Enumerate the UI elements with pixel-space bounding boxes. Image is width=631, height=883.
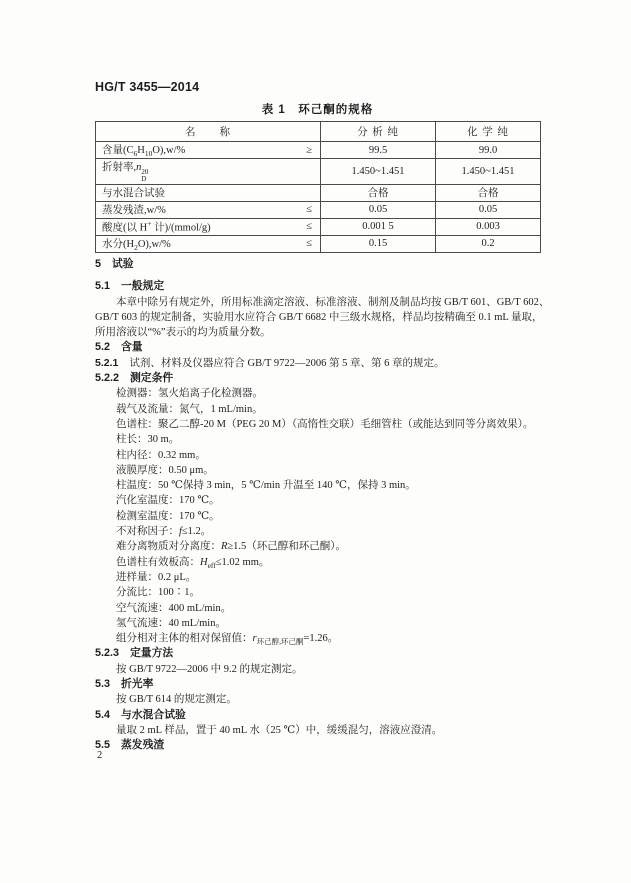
section-heading <box>95 677 555 692</box>
body-line: 分流比：100∶1。 <box>116 587 200 599</box>
body-line: 液膜厚度：0.50 μm。 <box>116 464 214 476</box>
clause-text: 含量 <box>121 341 143 354</box>
clause-number: 5.2.1 <box>95 356 119 369</box>
body-line: 检测器：氢火焰离子化检测器。 <box>116 388 263 400</box>
body-line: 柱温度：50 ℃保持 3 min，5 ℃/min 升温至 140 ℃，保持 3 min。 <box>116 480 416 492</box>
spec-value-chemical: 合格 <box>436 184 541 201</box>
section-heading <box>95 646 555 661</box>
body-line: 本章中除另有规定外，所用标准滴定溶液、标准溶液、制剂及制品均按 GB/T 601、GB/T 602、 <box>116 296 550 308</box>
body-line: 检测室温度：170 ℃。 <box>116 510 220 522</box>
clause-text: 测定条件 <box>130 372 174 385</box>
spec-table <box>95 121 541 253</box>
spec-value-analytical: 0.15 <box>321 235 436 252</box>
spec-name: 含量$(C_6H_{10}O),w/\%$ <box>102 145 186 159</box>
section-heading <box>95 340 555 355</box>
body-line: 柱长：30 m。 <box>116 434 180 446</box>
body-line: 色谱柱：聚乙二醇-20 M（PEG 20 M）（高惰性交联）毛细管柱（或能达到同等分离效果）。 <box>116 418 534 430</box>
body-line: 按 GB/T 614 的规定测定。 <box>116 694 237 706</box>
spec-name-cell <box>96 218 321 235</box>
clause-text: 一般规定 <box>121 280 165 293</box>
col-header-analytical: 分 析 纯 <box>321 122 436 142</box>
body-line: 空气流速：400 mL/min。 <box>116 602 232 614</box>
body-line: 载气及流量：氮气，1 mL/min。 <box>116 403 263 415</box>
spec-value-chemical: 0.2 <box>436 235 541 252</box>
section-heading <box>95 257 555 272</box>
spec-name-cell <box>96 235 321 252</box>
table-header-row <box>96 122 541 142</box>
relation-symbol: ≤ <box>306 221 312 233</box>
table-row <box>96 184 541 201</box>
spec-name-cell <box>96 201 321 218</box>
col-header-name: 名 称 <box>96 122 321 142</box>
spec-value-chemical: 0.05 <box>436 201 541 218</box>
body-line: 柱内径：0.32 mm。 <box>116 449 206 461</box>
spec-value-analytical: 合格 <box>321 184 436 201</box>
clause-text: 蒸发残渣 <box>121 739 165 752</box>
table-row <box>96 159 541 185</box>
clause-text: 试剂、材料及仪器应符合 GB/T 9722—2006 第 5 章、第 6 章的规定。 <box>129 357 445 369</box>
spec-name: 折射率,n 20 D <box>102 162 149 184</box>
spec-value-chemical: 1.450~1.451 <box>436 159 541 185</box>
body-line: 氢气流速：40 mL/min。 <box>116 617 226 629</box>
spec-name: 蒸发残渣,w/% <box>102 205 166 217</box>
col-header-chemical: 化 学 纯 <box>436 122 541 142</box>
table-row <box>96 218 541 235</box>
body-line <box>95 356 555 371</box>
body-line: 色谱柱有效板高：$H_{eff}\le 1.02$ mm。 <box>116 556 270 570</box>
document-body <box>95 257 555 754</box>
body-line: 汽化室温度：170 ℃。 <box>116 495 220 507</box>
section-heading <box>95 708 555 723</box>
section-heading <box>95 371 555 386</box>
spec-value-analytical: 0.001 5 <box>321 218 436 235</box>
spec-name: 与水混合试验 <box>102 188 165 200</box>
body-line: 不对称因子：f≤1.2。 <box>116 526 212 538</box>
clause-number: 5.4 <box>95 708 111 721</box>
spec-name-cell <box>96 142 321 159</box>
relation-symbol: ≤ <box>306 238 312 250</box>
clause-text: 试验 <box>112 258 134 270</box>
spec-value-chemical: 0.003 <box>436 218 541 235</box>
body-line: 所用溶液以“%”表示的均为质量分数。 <box>95 327 271 339</box>
relation-symbol: ≥ <box>306 144 312 156</box>
clause-number: 5 <box>95 258 102 270</box>
standard-number: HG/T 3455—2014 <box>95 80 200 94</box>
section-heading <box>95 279 555 294</box>
body-line: 难分离物质对分离度：R≥1.5（环己醇和环己酮）。 <box>116 541 347 553</box>
body-line: 组分相对主体的相对保留值：$r_{环己醇,环己酮}=1.26$。 <box>116 633 339 647</box>
spec-name-cell <box>96 184 321 201</box>
body-line: 进样量：0.2 μL。 <box>116 571 197 583</box>
spec-value-analytical: 1.450~1.451 <box>321 159 436 185</box>
body-line: GB/T 603 的规定制备，实验用水应符合 GB/T 6682 中三级水规格，样品均按精确至 0.1 mL 量取， <box>95 311 543 323</box>
spec-value-analytical: 0.05 <box>321 201 436 218</box>
section-heading <box>95 738 555 753</box>
clause-text: 折光率 <box>121 678 154 691</box>
spec-name: 酸度(以 H+ 计)/(mmol/g) <box>102 219 211 234</box>
table-row <box>96 201 541 218</box>
clause-text: 与水混合试验 <box>121 708 186 721</box>
relation-symbol: ≤ <box>306 204 312 216</box>
page-number: 2 <box>97 750 103 761</box>
clause-number: 5.2.2 <box>95 372 120 385</box>
clause-number: 5.2.3 <box>95 647 120 660</box>
spec-value-analytical: 99.5 <box>321 142 436 159</box>
spec-name-cell <box>96 159 321 185</box>
spec-value-chemical: 99.0 <box>436 142 541 159</box>
clause-number: 5.3 <box>95 678 111 691</box>
spec-name: 水分$(H_2O),w/\%$ <box>102 238 171 252</box>
clause-text: 定量方法 <box>130 647 174 660</box>
table-title: 表 1 环己酮的规格 <box>261 104 374 116</box>
table-row <box>96 142 541 159</box>
body-line: 按 GB/T 9722—2006 中 9.2 的规定测定。 <box>116 663 303 675</box>
spec-table-body <box>96 142 541 253</box>
body-line: 量取 2 mL 样品，置于 40 mL 水（25 ℃）中，缓缓混匀，溶液应澄清。 <box>116 724 443 736</box>
spec-table-head <box>96 122 541 142</box>
clause-number: 5.1 <box>95 280 111 293</box>
table-row <box>96 235 541 252</box>
clause-number: 5.5 <box>95 739 111 752</box>
clause-number: 5.2 <box>95 341 111 354</box>
